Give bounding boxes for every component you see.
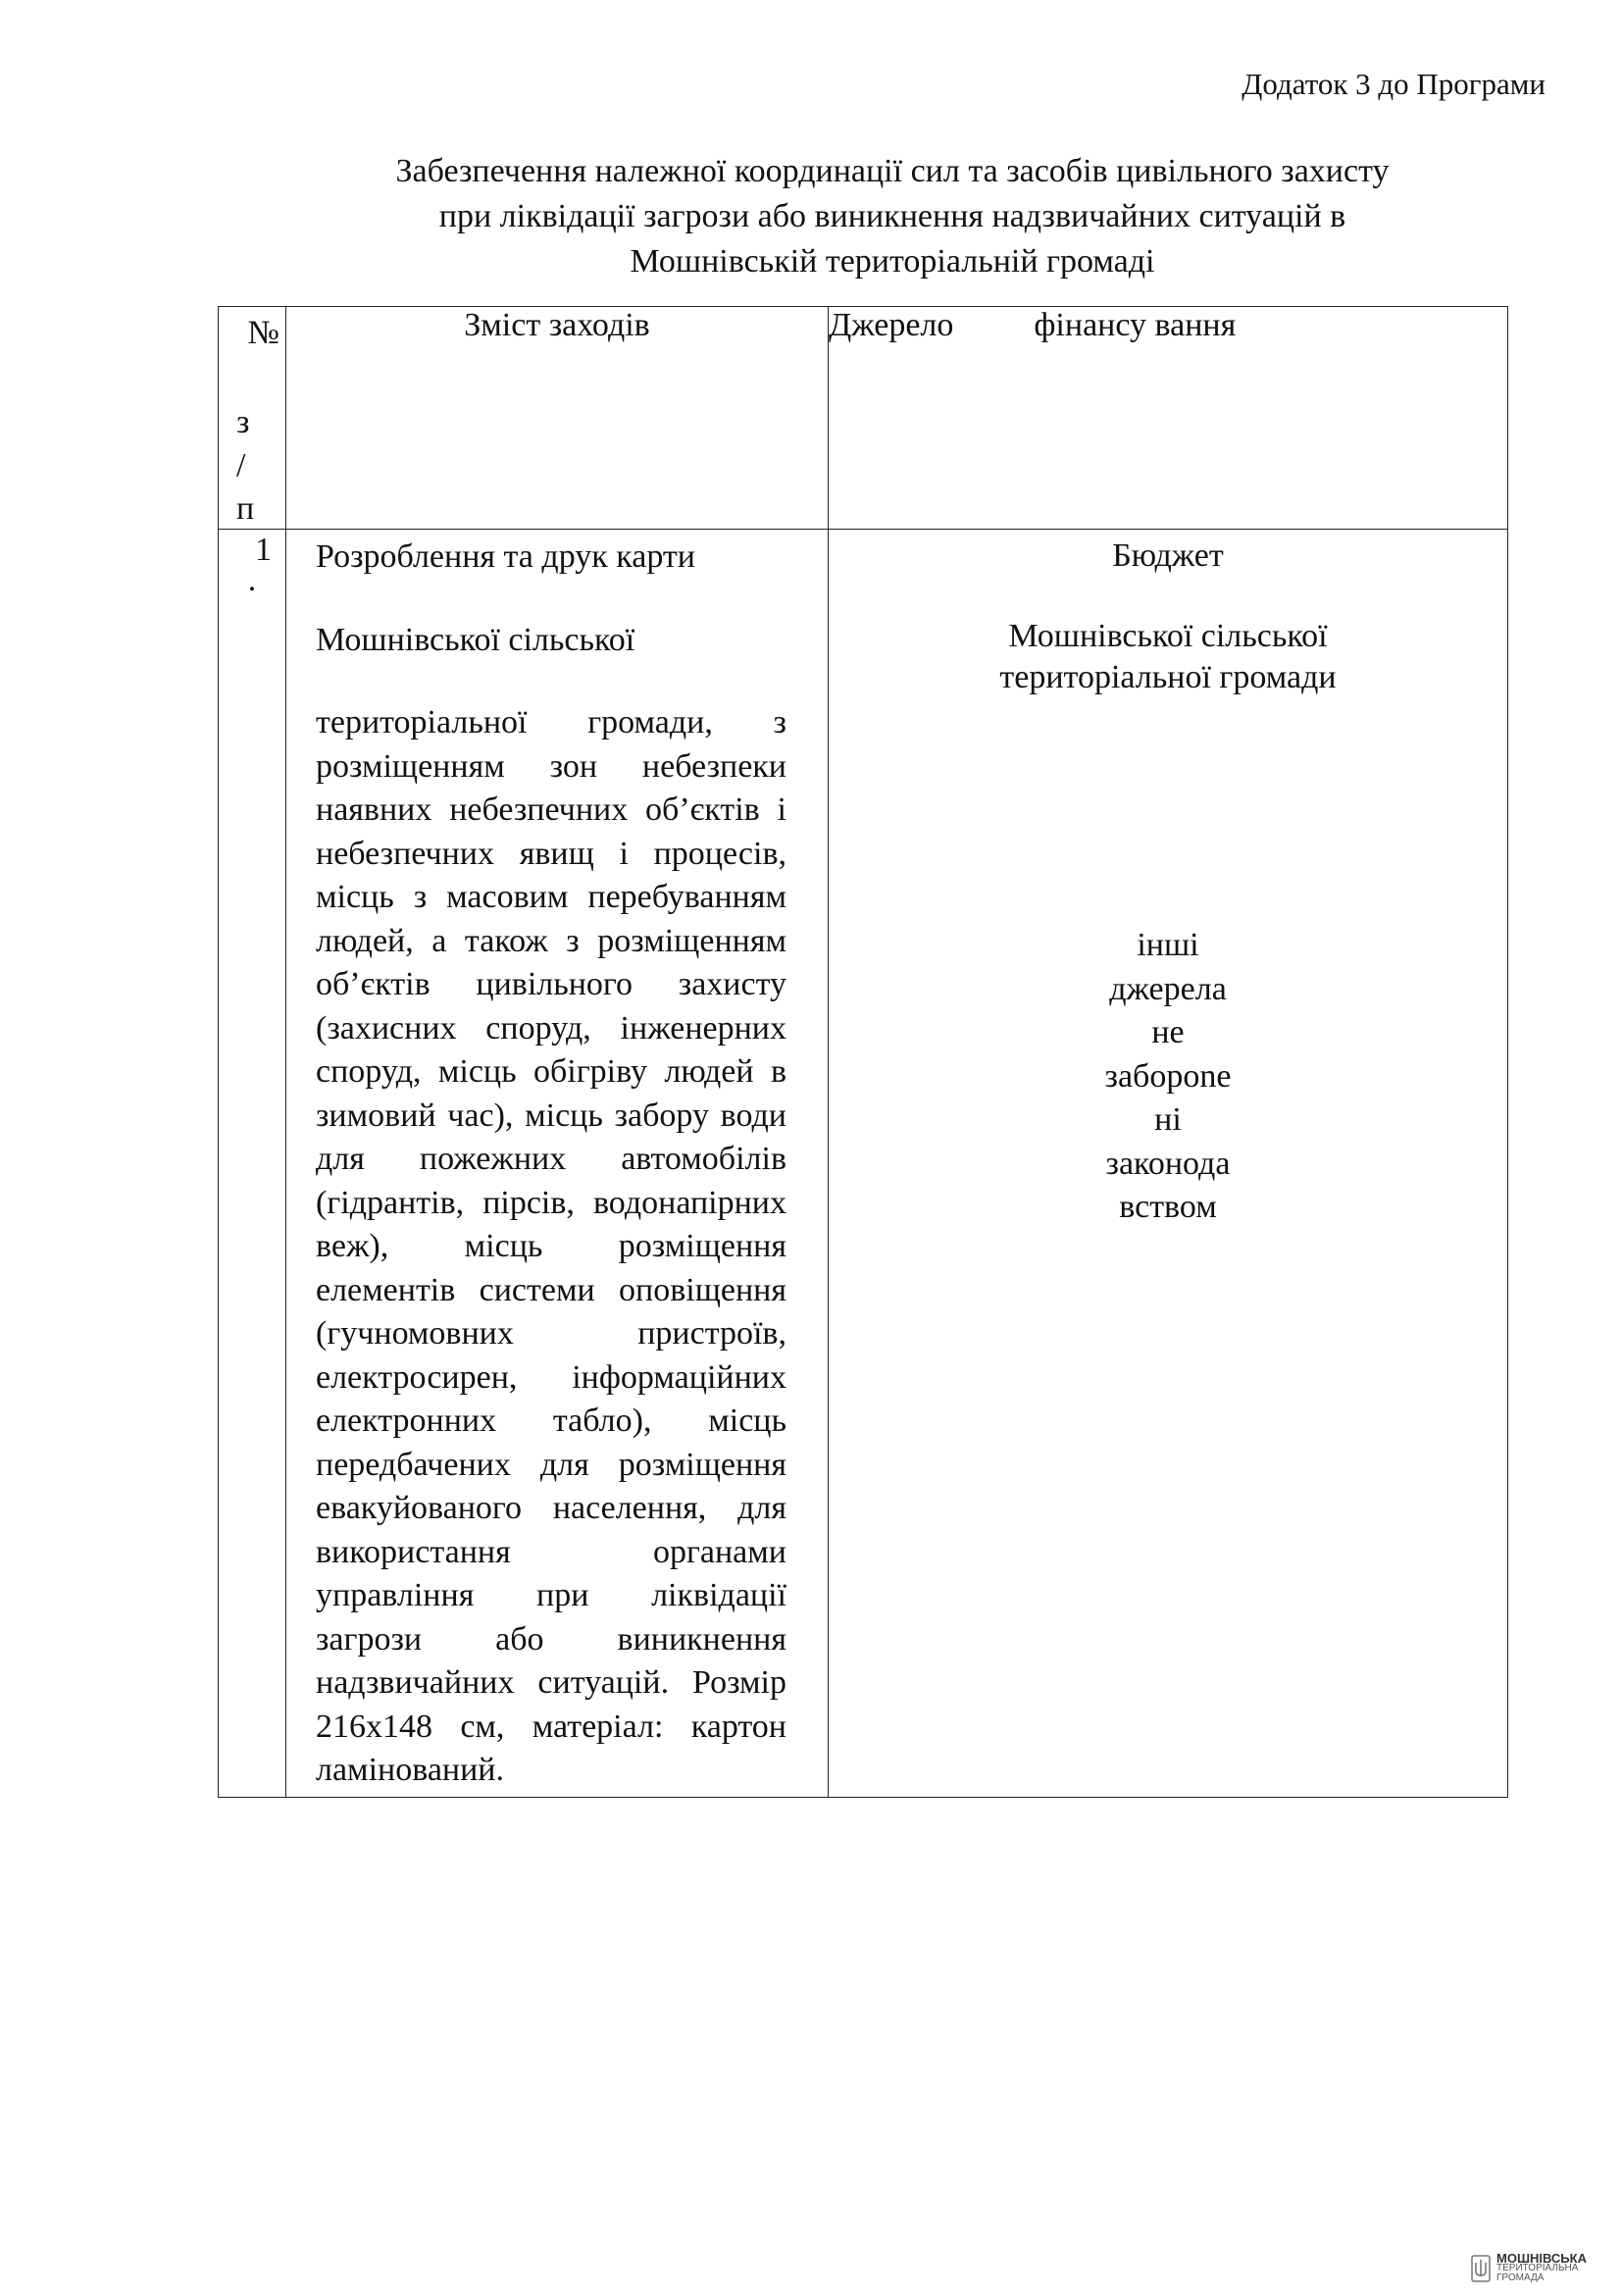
title-line: Мошнівській територіальній громаді	[630, 243, 1155, 280]
source-line: Бюджет	[1112, 537, 1224, 574]
row-number: 1	[255, 532, 272, 568]
title-line: Забезпечення належної координації сил та засобів цивільного захисту	[395, 153, 1390, 189]
header-source-word: Джерело	[829, 307, 954, 343]
header-content-label: Зміст заходів	[464, 307, 650, 343]
table-row	[219, 530, 1508, 1798]
title-line: при ліквідації загрози або виникнення надзвичайних ситуацій в	[438, 198, 1346, 234]
trident-icon	[1471, 2255, 1491, 2282]
header-source-cell	[829, 307, 1508, 530]
header-source-word: фінансу вання	[1034, 307, 1237, 343]
row-content-cell	[286, 530, 829, 1798]
table-header-row	[219, 307, 1508, 530]
source-line: Мошнівської сільської	[1008, 618, 1328, 654]
row-number-dot: .	[247, 562, 257, 598]
content-line: Мошнівської сільської	[316, 621, 635, 658]
content-line: Розроблення та друк карти	[316, 538, 695, 575]
source-line: територіальної громади	[999, 659, 1337, 695]
source-other: інші джерела не заборone ні законода вством	[1104, 927, 1232, 1225]
annex-label: Додаток 3 до Програми	[1242, 67, 1546, 101]
row-source-cell	[829, 530, 1508, 1798]
content-body: територіальної громади, з розміщенням зон небезпеки наявних небезпечних об’єктів і небезпечних явищ і процесів, місць з масовим перебуванням людей, а також з розміщенням об’єктів цивільного захисту (захисних споруд, інженерних споруд, місць обігріву людей в зимовий час), місць забору води для пожежних автомобілів (гідрантів, пірсів, водонапірних веж), місць розміщення елементів системи оповіщення (гучномовних пристроїв, електросирен, інформаційних електронних табло), місць передбачених для розміщення евакуйованого населення, для використання органами управління при ліквідації загрози або виникнення надзвичайних ситуацій. Розмір 216х148 см, матеріал: картон ламінований.	[316, 704, 786, 1788]
header-num-cell	[219, 307, 286, 530]
number-symbol: №	[247, 315, 279, 351]
header-content-cell	[286, 307, 829, 530]
community-logo	[1471, 2251, 1587, 2283]
document-title	[235, 149, 1549, 284]
header-num-vertical: з / п	[236, 404, 255, 527]
logo-text: МОШНІВСЬКА ТЕРИТОРІАЛЬНА ГРОМАДА	[1496, 2251, 1587, 2283]
row-number-cell	[219, 530, 286, 1798]
measures-table	[218, 306, 1508, 1798]
